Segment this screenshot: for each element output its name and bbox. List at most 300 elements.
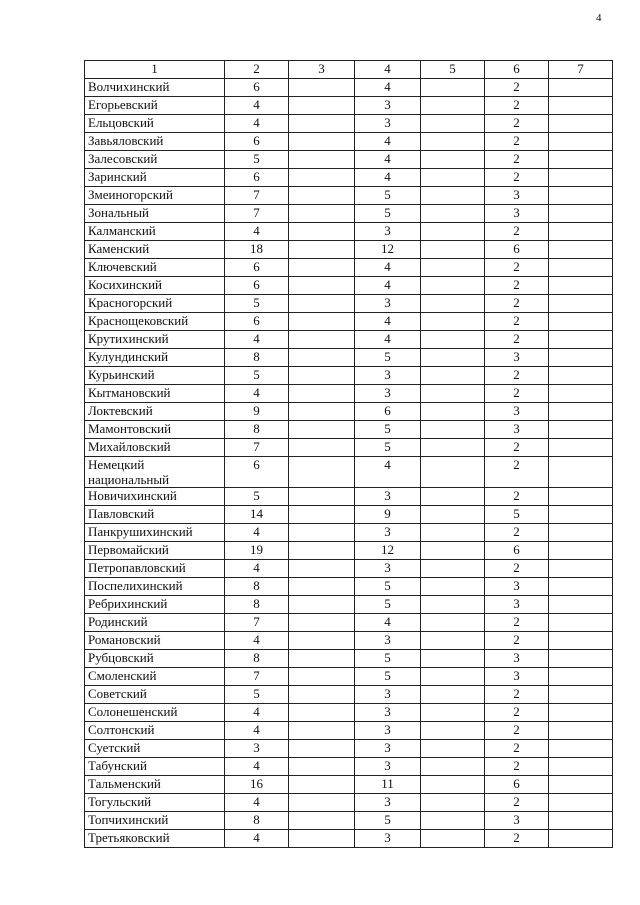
value-cell [549,686,613,704]
value-cell [549,524,613,542]
value-cell [289,439,355,457]
value-cell: 5 [355,421,421,439]
value-cell [289,776,355,794]
value-cell [289,277,355,295]
value-cell [289,169,355,187]
value-cell: 3 [355,632,421,650]
value-cell [421,187,485,205]
value-cell [421,97,485,115]
value-cell: 2 [485,259,549,277]
value-cell [289,578,355,596]
value-cell: 3 [355,524,421,542]
table-row [85,403,613,421]
value-cell: 2 [485,223,549,241]
value-cell [421,169,485,187]
value-cell: 3 [355,560,421,578]
value-cell [421,578,485,596]
value-cell: 3 [355,115,421,133]
value-cell: 3 [485,650,549,668]
value-cell: 7 [225,668,289,686]
table-row [85,524,613,542]
table-row [85,542,613,560]
value-cell [421,439,485,457]
value-cell [421,295,485,313]
value-cell: 5 [225,367,289,385]
table-row [85,686,613,704]
value-cell [549,79,613,97]
value-cell: 2 [485,151,549,169]
value-cell: 5 [225,686,289,704]
table-row [85,223,613,241]
value-cell: 4 [225,704,289,722]
table-row [85,295,613,313]
header-cell: 7 [549,61,613,79]
district-name-cell: Ребрихинский [85,596,225,614]
table-row [85,79,613,97]
table-row [85,349,613,367]
value-cell [421,758,485,776]
value-cell [421,488,485,506]
value-cell: 4 [355,614,421,632]
value-cell: 7 [225,205,289,223]
table-row [85,704,613,722]
value-cell: 2 [485,524,549,542]
value-cell [421,740,485,758]
district-name-cell: Краснощековский [85,313,225,331]
value-cell: 3 [355,385,421,403]
value-cell [421,241,485,259]
header-cell: 6 [485,61,549,79]
value-cell: 2 [485,632,549,650]
value-cell [549,115,613,133]
value-cell: 2 [485,367,549,385]
value-cell: 3 [355,830,421,848]
district-name-cell: Табунский [85,758,225,776]
value-cell [421,457,485,488]
table-row [85,830,613,848]
value-cell [421,385,485,403]
value-cell: 4 [355,277,421,295]
table-row [85,115,613,133]
value-cell: 4 [225,524,289,542]
value-cell [549,133,613,151]
district-name-cell: Немецкий национальный [85,457,225,488]
table-row [85,133,613,151]
value-cell: 5 [225,295,289,313]
value-cell: 6 [225,313,289,331]
value-cell [289,205,355,223]
table-row [85,259,613,277]
district-name-cell: Романовский [85,632,225,650]
value-cell [421,367,485,385]
header-cell: 1 [85,61,225,79]
value-cell [549,722,613,740]
table-row [85,421,613,439]
header-cell: 5 [421,61,485,79]
value-cell: 4 [225,223,289,241]
value-cell [549,457,613,488]
value-cell [549,758,613,776]
value-cell [289,650,355,668]
value-cell: 2 [485,457,549,488]
value-cell [289,632,355,650]
value-cell: 2 [485,133,549,151]
district-name-cell: Тогульский [85,794,225,812]
value-cell: 5 [225,488,289,506]
value-cell [289,97,355,115]
district-name-cell: Кытмановский [85,385,225,403]
value-cell [549,295,613,313]
value-cell [421,686,485,704]
value-cell [421,349,485,367]
value-cell [549,596,613,614]
value-cell: 2 [485,439,549,457]
value-cell: 2 [485,704,549,722]
value-cell [549,632,613,650]
district-name-cell: Топчихинский [85,812,225,830]
value-cell: 9 [225,403,289,421]
value-cell: 6 [225,259,289,277]
value-cell: 2 [485,385,549,403]
value-cell: 11 [355,776,421,794]
header-cell: 4 [355,61,421,79]
value-cell [421,524,485,542]
district-name-cell: Заринский [85,169,225,187]
value-cell [289,79,355,97]
value-cell [421,205,485,223]
value-cell: 2 [485,722,549,740]
table-row [85,650,613,668]
district-name-cell: Мамонтовский [85,421,225,439]
district-name-cell: Ельцовский [85,115,225,133]
value-cell [549,151,613,169]
value-cell: 6 [225,457,289,488]
table-row [85,740,613,758]
value-cell [289,722,355,740]
district-name-cell: Михайловский [85,439,225,457]
value-cell: 8 [225,578,289,596]
value-cell [421,632,485,650]
value-cell [549,704,613,722]
table-header-row [85,61,613,79]
value-cell [421,560,485,578]
value-cell: 3 [485,668,549,686]
value-cell: 4 [355,133,421,151]
value-cell [289,614,355,632]
value-cell [549,169,613,187]
value-cell [289,758,355,776]
value-cell: 2 [485,758,549,776]
value-cell [549,668,613,686]
value-cell: 5 [355,578,421,596]
table-row [85,151,613,169]
value-cell: 3 [355,97,421,115]
value-cell: 7 [225,439,289,457]
district-name-cell: Панкрушихинский [85,524,225,542]
value-cell: 6 [485,542,549,560]
value-cell [549,403,613,421]
district-name-cell: Егорьевский [85,97,225,115]
value-cell [421,506,485,524]
value-cell: 5 [355,439,421,457]
value-cell: 4 [355,169,421,187]
value-cell [289,704,355,722]
value-cell: 4 [225,722,289,740]
district-name-cell: Волчихинский [85,79,225,97]
value-cell: 6 [225,133,289,151]
value-cell [421,403,485,421]
value-cell: 3 [485,403,549,421]
district-name-cell: Павловский [85,506,225,524]
district-name-cell: Рубцовский [85,650,225,668]
value-cell: 4 [355,331,421,349]
value-cell: 3 [485,205,549,223]
value-cell: 4 [225,794,289,812]
value-cell: 6 [485,776,549,794]
district-name-cell: Красногорский [85,295,225,313]
value-cell: 5 [485,506,549,524]
value-cell: 4 [225,97,289,115]
value-cell: 5 [355,187,421,205]
value-cell [289,367,355,385]
value-cell: 5 [355,812,421,830]
table-row [85,97,613,115]
table-row [85,794,613,812]
value-cell [289,542,355,560]
value-cell: 3 [355,722,421,740]
value-cell: 3 [355,686,421,704]
district-name-cell: Ключевский [85,259,225,277]
district-name-cell: Солтонский [85,722,225,740]
value-cell [289,133,355,151]
value-cell [289,668,355,686]
value-cell [421,115,485,133]
value-cell [549,794,613,812]
value-cell: 3 [485,349,549,367]
value-cell: 5 [355,650,421,668]
value-cell [421,650,485,668]
value-cell [549,223,613,241]
value-cell [289,524,355,542]
value-cell: 12 [355,241,421,259]
table-row [85,632,613,650]
district-name-cell: Советский [85,686,225,704]
value-cell [421,596,485,614]
value-cell [549,259,613,277]
district-name-cell: Кулундинский [85,349,225,367]
value-cell [289,259,355,277]
table-row [85,187,613,205]
value-cell [549,313,613,331]
value-cell: 5 [355,349,421,367]
value-cell [289,794,355,812]
value-cell [549,560,613,578]
value-cell [421,277,485,295]
table-row [85,596,613,614]
value-cell: 2 [485,79,549,97]
value-cell: 4 [225,115,289,133]
value-cell [421,133,485,151]
header-cell: 3 [289,61,355,79]
table-row [85,385,613,403]
table-row [85,277,613,295]
value-cell: 3 [355,488,421,506]
value-cell [421,776,485,794]
value-cell [549,776,613,794]
value-cell: 3 [355,740,421,758]
value-cell: 2 [485,560,549,578]
value-cell: 2 [485,115,549,133]
value-cell: 4 [355,259,421,277]
district-name-cell: Новичихинский [85,488,225,506]
value-cell: 4 [225,632,289,650]
value-cell [549,367,613,385]
value-cell: 4 [355,313,421,331]
value-cell [289,812,355,830]
value-cell [289,295,355,313]
value-cell: 8 [225,596,289,614]
value-cell: 2 [485,488,549,506]
value-cell [421,704,485,722]
page-number: 4 [596,12,602,24]
value-cell [421,812,485,830]
value-cell: 2 [485,830,549,848]
value-cell: 3 [485,578,549,596]
value-cell [289,560,355,578]
value-cell: 4 [225,758,289,776]
value-cell [549,97,613,115]
value-cell: 2 [485,614,549,632]
value-cell: 4 [225,830,289,848]
value-cell [549,277,613,295]
value-cell [549,542,613,560]
value-cell [549,740,613,758]
value-cell: 4 [355,457,421,488]
value-cell: 3 [355,758,421,776]
table-row [85,331,613,349]
value-cell: 3 [355,295,421,313]
table-row [85,488,613,506]
value-cell: 2 [485,740,549,758]
district-name-cell: Калманский [85,223,225,241]
table-row [85,668,613,686]
value-cell: 19 [225,542,289,560]
value-cell: 2 [485,313,549,331]
district-name-cell: Залесовский [85,151,225,169]
value-cell: 4 [355,151,421,169]
district-name-cell: Курьинский [85,367,225,385]
table-row [85,722,613,740]
district-name-cell: Каменский [85,241,225,259]
table-row [85,313,613,331]
value-cell [549,241,613,259]
value-cell [421,313,485,331]
value-cell [289,457,355,488]
district-name-cell: Петропавловский [85,560,225,578]
district-name-cell: Завьяловский [85,133,225,151]
value-cell: 9 [355,506,421,524]
value-cell: 5 [355,668,421,686]
district-name-cell: Тальменский [85,776,225,794]
value-cell [289,187,355,205]
district-name-cell: Крутихинский [85,331,225,349]
value-cell [289,506,355,524]
value-cell [421,722,485,740]
value-cell [289,403,355,421]
value-cell [289,385,355,403]
value-cell: 3 [485,421,549,439]
value-cell: 6 [485,241,549,259]
value-cell: 4 [355,79,421,97]
value-cell: 3 [355,223,421,241]
value-cell [421,542,485,560]
value-cell: 6 [225,169,289,187]
district-name-cell: Третьяковский [85,830,225,848]
value-cell [421,421,485,439]
value-cell [549,205,613,223]
value-cell [289,740,355,758]
district-name-cell: Смоленский [85,668,225,686]
district-name-cell: Змеиногорский [85,187,225,205]
value-cell: 2 [485,169,549,187]
value-cell: 2 [485,295,549,313]
table-row [85,439,613,457]
value-cell [549,614,613,632]
value-cell [549,385,613,403]
header-cell: 2 [225,61,289,79]
value-cell [421,830,485,848]
table-row [85,506,613,524]
value-cell [289,596,355,614]
value-cell [421,259,485,277]
district-name-cell: Солонешенский [85,704,225,722]
value-cell [289,313,355,331]
value-cell [289,331,355,349]
value-cell [421,794,485,812]
value-cell: 7 [225,187,289,205]
table-row [85,578,613,596]
value-cell: 8 [225,812,289,830]
value-cell: 4 [225,331,289,349]
value-cell: 12 [355,542,421,560]
value-cell [289,115,355,133]
table-row [85,812,613,830]
value-cell: 3 [225,740,289,758]
value-cell: 16 [225,776,289,794]
value-cell: 6 [355,403,421,421]
value-cell: 5 [225,151,289,169]
value-cell [549,830,613,848]
value-cell [289,488,355,506]
value-cell: 4 [225,385,289,403]
value-cell: 14 [225,506,289,524]
value-cell [549,488,613,506]
value-cell: 8 [225,650,289,668]
value-cell: 4 [225,560,289,578]
value-cell [289,241,355,259]
district-name-cell: Поспелихинский [85,578,225,596]
value-cell: 3 [355,704,421,722]
value-cell: 3 [485,812,549,830]
table-row [85,457,613,488]
value-cell [421,331,485,349]
district-name-cell: Первомайский [85,542,225,560]
value-cell: 7 [225,614,289,632]
value-cell [549,439,613,457]
value-cell: 8 [225,349,289,367]
district-table [84,60,613,848]
value-cell [289,349,355,367]
